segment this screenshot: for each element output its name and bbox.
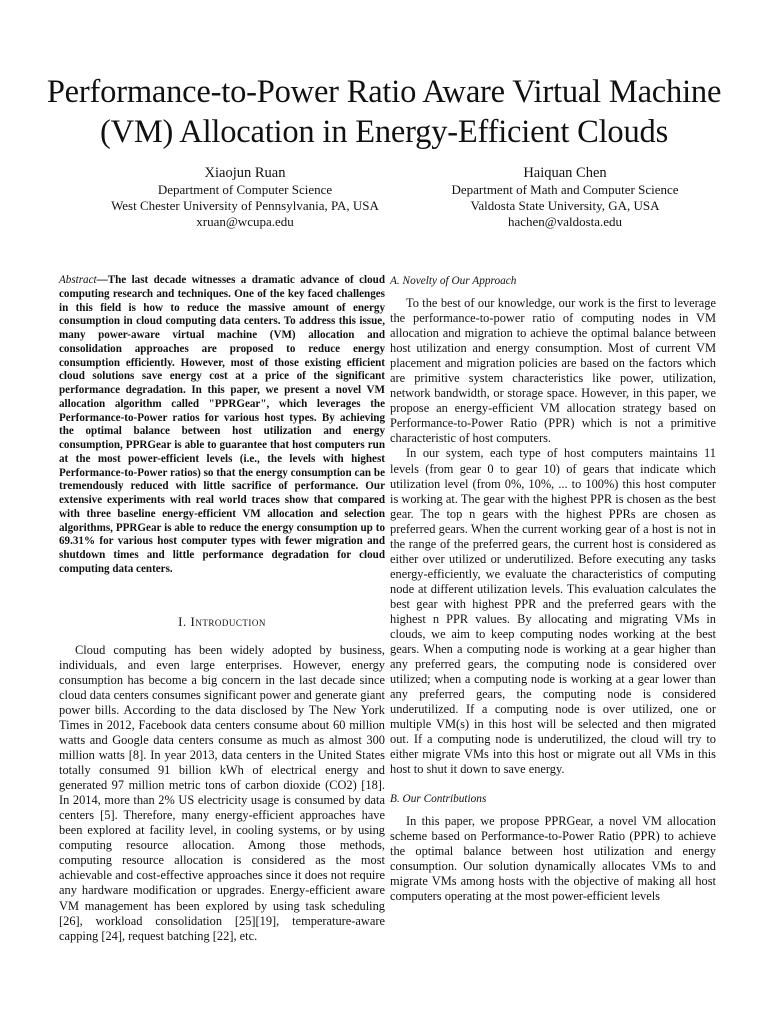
author-department: Department of Computer Science (157, 182, 333, 197)
author-name: Haiquan Chen (523, 165, 607, 181)
left-column (59, 274, 385, 944)
author-name: Xiaojun Ruan (204, 165, 286, 181)
author-email: hachen@valdosta.edu (507, 214, 623, 229)
section-heading-introduction (59, 614, 385, 629)
section-number: I. (178, 613, 187, 629)
subsection-heading-novelty: A. Novelty of Our Approach (390, 275, 517, 287)
novelty-paragraph-2: In our system, each type of host computers maintains 11 levels (from gear 0 to gear 10) of gears that indicate which utilization level (from 0%, 10%, ... to 100%) this host computer is working at. The gear with the highest PPR is chosen as the best gear. The top n gears with the highest PPRs are chosen as preferred gears. When the current working gear of a host is not in the range of the preferred gears, the current host is considered as either over utilized or underutilized. Before executing any tasks energy-efficiently, we evaluate the characteristics of computing node at different utilization levels. This evaluation calculates the best gear with highest PPR and the preferred gears with the highest n PPR values. By allocating and migrating VMs in clouds, we aim to keep computing nodes working at the best gears. When a computing node is working at a gear higher than any preferred gears, the computing node is considered over utilized; when a computing node is working at a gear lower than any preferred gears, the computing node is considered underutilized. If a computing node is over utilized, one or multiple VM(s) in this host will be selected and then migrated out. If a computing node is underutilized, the cloud will try to either migrate VMs into this host or migrate out all VMs in this host to shut it down to save energy. (390, 446, 716, 777)
author-affiliation: Valdosta State University, GA, USA (470, 198, 660, 213)
subsection-heading-contributions: B. Our Contributions (390, 792, 487, 805)
author-email: xruan@wcupa.edu (196, 214, 294, 229)
title-line-2: (VM) Allocation in Energy-Efficient Clouds (99, 114, 669, 150)
contributions-paragraph: In this paper, we propose PPRGear, a novel VM allocation scheme based on Performance-to-Power Ratio (PPR) to achieve the optimal balance between host utilization and energy consumption. Our solution dynamically allocates VMs to and migrate VMs among hosts with the objective of making all host computers operating at the most power-efficient levels (390, 813, 716, 903)
abstract-text: The last decade witnesses a dramatic advance of cloud computing research and techniques. One of the key faced challenges in this field is how to reduce the massive amount of energy consumption in cloud computing data centers. To address this issue, many power-aware virtual machine (VM) allocation and consolidation approaches are proposed to reduce energy consumption efficiently. However, most of those existing efficient cloud solutions save energy cost at a price of the significant performance degradation. In this paper, we present a novel VM allocation algorithm called "PPRGear", which leverages the Performance-to-Power ratios for various host types. By achieving the optimal balance between host utilization and energy consumption, PPRGear is able to guarantee that host computers run at the most power-efficient levels (i.e., the levels with highest Performance-to-Power ratios) so that the energy consumption can be tremendously reduced with little sacrifice of performance. Our extensive experiments with real world traces show that compared with three baseline energy-efficient VM allocation and selection algorithms, PPRGear is able to reduce the energy consumption up to 69.31% for various host computer types with fewer migration and shutdown times and little performance degradation for cloud computing data centers. (59, 274, 385, 575)
title-line-1: Performance-to-Power Ratio Aware Virtual Machine (46, 74, 722, 110)
section-title: Introduction (190, 613, 266, 629)
abstract-label: Abstract (59, 274, 97, 286)
abstract (59, 274, 385, 577)
abstract-dash: — (96, 274, 108, 286)
author-affiliation: West Chester University of Pennsylvania, PA, USA (111, 198, 379, 213)
intro-paragraph: Cloud computing has been widely adopted by business, individuals, and even large enterprises. However, energy consumption has become a big concern in the last decade since cloud data centers consumes significant power and generate giant power bills. According to the data disclosed by The New York Times in 2012, Facebook data centers consume about 60 million watts and Google data centers consume as much as almost 300 million watts [8]. In year 2013, data centers in the United States totally consumed 91 billion kWh of electrical energy and generated 97 million metric tons of carbon dioxide (CO2) [18]. In 2014, more than 2% US electricity usage is consumed by data centers [5]. Therefore, many energy-efficient approaches have been explored at facility level, in cooling systems, or by using computing resource allocation. Among those methods, computing resource allocation is considered as the most achievable and cost-effective approaches since it does not require any hardware modification or upgrades. Energy-efficient aware VM management has been explored by using task scheduling [26], workload consolidation [25][19], temperature-aware capping [24], request batching [22], etc. (59, 642, 385, 943)
paper-title (40, 72, 728, 152)
author-department: Department of Math and Computer Science (451, 182, 679, 197)
author-block-1 (80, 164, 410, 230)
novelty-paragraph-1: To the best of our knowledge, our work is the first to leverage the performance-to-power ratio of computing nodes in VM allocation and migration to achieve the optimal balance between host utilization and energy consumption. Most of current VM placement and migration policies are based on the factors which are primitive system characteristics like power, utilization, network bandwidth, or storage space. However, in this paper, we propose an energy-efficient VM allocation strategy based on Performance-to-Power Ratio (PPR) which is not a primitive characteristic of host computers. (390, 296, 716, 446)
author-block-2 (400, 164, 730, 230)
right-column (390, 274, 716, 904)
